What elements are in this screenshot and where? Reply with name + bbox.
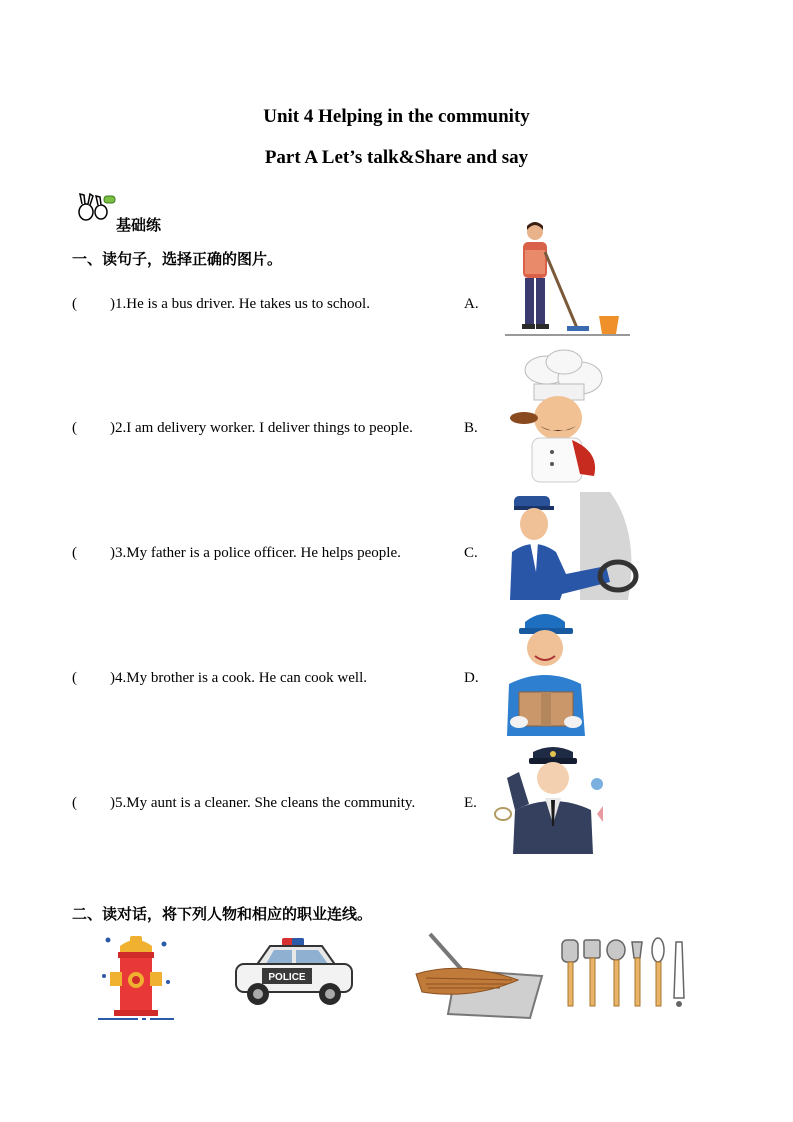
question-text: )1.He is a bus driver. He takes us to school.	[110, 296, 370, 312]
police-car-label: POLICE	[268, 972, 306, 983]
bunny-icon	[74, 192, 116, 222]
part1-heading: 一、读句子，选择正确的图片。	[72, 250, 283, 268]
police-car-image	[232, 936, 356, 1008]
delivery-worker-image	[505, 608, 587, 736]
question-text: )4.My brother is a cook. He can cook well.	[110, 670, 368, 686]
broom-dustpan-image	[412, 930, 546, 1020]
page-subtitle: Part A Let’s talk&Share and say	[264, 147, 529, 168]
option-label: A.	[464, 296, 479, 312]
chef-image	[502, 348, 610, 486]
bus-driver-image	[510, 492, 640, 600]
question-text: )3.My father is a police officer. He helps people.	[110, 545, 401, 561]
part2-heading: 二、读对话，将下列人物和相应的职业连线。	[72, 905, 373, 923]
question-text: )2.I am delivery worker. I deliver things to people.	[110, 420, 413, 436]
answer-paren[interactable]: (	[72, 545, 77, 561]
answer-paren[interactable]: (	[72, 795, 77, 811]
cleaner-image	[505, 220, 630, 338]
answer-paren[interactable]: (	[72, 420, 77, 436]
option-label: E.	[464, 795, 477, 811]
option-label: B.	[464, 420, 478, 436]
fire-hydrant-image	[96, 932, 176, 1022]
kitchen-utensils-image	[558, 936, 692, 1014]
option-label: D.	[464, 670, 479, 686]
option-label: C.	[464, 545, 478, 561]
page-title: Unit 4 Helping in the community	[263, 106, 530, 127]
police-officer-image	[493, 744, 608, 854]
question-text: )5.My aunt is a cleaner. She cleans the community.	[110, 795, 416, 811]
section-basic-label: 基础练	[116, 216, 162, 234]
answer-paren[interactable]: (	[72, 670, 77, 686]
answer-paren[interactable]: (	[72, 296, 77, 312]
